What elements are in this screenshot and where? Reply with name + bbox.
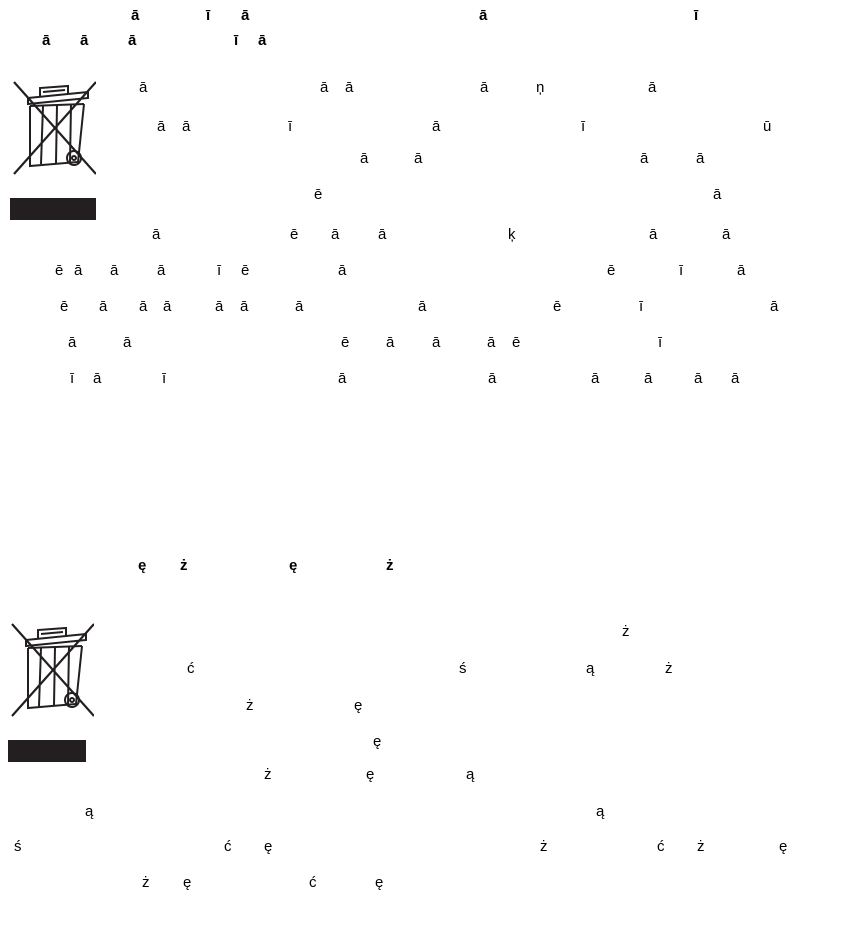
body-fragment: ę xyxy=(373,733,382,750)
body-fragment: ā xyxy=(74,262,83,279)
body-fragment: ā xyxy=(591,370,600,387)
body-fragment: ē xyxy=(553,298,562,315)
body-fragment: ā xyxy=(240,298,249,315)
weee-underline-bar xyxy=(10,198,96,220)
body-fragment: ā xyxy=(68,334,77,351)
heading-fragment: ī xyxy=(206,7,211,24)
body-fragment: ā xyxy=(152,226,161,243)
body-fragment: ī xyxy=(162,370,167,387)
body-fragment: ż xyxy=(142,874,150,891)
body-fragment: ā xyxy=(338,262,347,279)
body-fragment: ā xyxy=(487,334,496,351)
body-fragment: ż xyxy=(264,766,272,783)
body-fragment: ī xyxy=(639,298,644,315)
body-fragment: ē xyxy=(60,298,69,315)
body-fragment: ā xyxy=(139,79,148,96)
body-fragment: ā xyxy=(157,118,166,135)
body-fragment: ā xyxy=(182,118,191,135)
body-fragment: ā xyxy=(163,298,172,315)
body-fragment: ē xyxy=(607,262,616,279)
body-fragment: ā xyxy=(110,262,119,279)
body-fragment: ā xyxy=(414,150,423,167)
body-fragment: ā xyxy=(157,262,166,279)
body-fragment: ā xyxy=(418,298,427,315)
heading-fragment: ā xyxy=(80,32,89,49)
body-fragment: ę xyxy=(183,874,192,891)
body-fragment: ā xyxy=(320,79,329,96)
body-fragment: ā xyxy=(338,370,347,387)
body-fragment: ā xyxy=(713,186,722,203)
heading-fragment: ī xyxy=(694,7,699,24)
body-fragment: ē xyxy=(241,262,250,279)
body-fragment: ę xyxy=(375,874,384,891)
body-fragment: ī xyxy=(581,118,586,135)
body-fragment: ā xyxy=(649,226,658,243)
body-fragment: ż xyxy=(540,838,548,855)
body-fragment: ż xyxy=(697,838,705,855)
body-fragment: ā xyxy=(770,298,779,315)
body-fragment: ą xyxy=(85,803,94,820)
body-fragment: ē xyxy=(55,262,64,279)
body-fragment: ē xyxy=(290,226,299,243)
body-fragment: ę xyxy=(354,697,363,714)
body-fragment: ā xyxy=(648,79,657,96)
heading-fragment: ā xyxy=(131,7,140,24)
body-fragment: ā xyxy=(432,118,441,135)
body-fragment: ā xyxy=(386,334,395,351)
weee-crossed-out-wheelie-bin-icon xyxy=(8,618,94,748)
body-fragment: ā xyxy=(99,298,108,315)
body-fragment: ę xyxy=(366,766,375,783)
body-fragment: ī xyxy=(679,262,684,279)
body-fragment: ś xyxy=(459,660,467,677)
body-fragment: ī xyxy=(658,334,663,351)
body-fragment: ć xyxy=(309,874,317,891)
body-fragment: ā xyxy=(731,370,740,387)
heading-fragment: ā xyxy=(241,7,250,24)
body-fragment: ā xyxy=(644,370,653,387)
body-fragment: ā xyxy=(696,150,705,167)
body-fragment: ā xyxy=(123,334,132,351)
heading-fragment: ā xyxy=(42,32,51,49)
body-fragment: ć xyxy=(224,838,232,855)
body-fragment: ā xyxy=(737,262,746,279)
body-fragment: ē xyxy=(341,334,350,351)
body-fragment: ą xyxy=(466,766,475,783)
body-fragment: ā xyxy=(722,226,731,243)
body-fragment: ā xyxy=(93,370,102,387)
weee-crossed-out-wheelie-bin-icon xyxy=(10,76,96,206)
heading-fragment: ę xyxy=(289,557,298,574)
body-fragment: ā xyxy=(295,298,304,315)
heading-fragment: ī xyxy=(234,32,239,49)
body-fragment: ā xyxy=(432,334,441,351)
heading-fragment: ż xyxy=(386,557,394,574)
body-fragment: ē xyxy=(314,186,323,203)
body-fragment: ā xyxy=(480,79,489,96)
body-fragment: ā xyxy=(360,150,369,167)
body-fragment: ą xyxy=(596,803,605,820)
body-fragment: ę xyxy=(779,838,788,855)
body-fragment: ī xyxy=(70,370,75,387)
body-fragment: ā xyxy=(694,370,703,387)
body-fragment: ā xyxy=(378,226,387,243)
body-fragment: ū xyxy=(763,118,772,135)
body-fragment: ī xyxy=(217,262,222,279)
body-fragment: ą xyxy=(586,660,595,677)
body-fragment: ņ xyxy=(536,79,545,96)
heading-fragment: ā xyxy=(479,7,488,24)
body-fragment: ā xyxy=(345,79,354,96)
body-fragment: ē xyxy=(512,334,521,351)
body-fragment: ā xyxy=(139,298,148,315)
heading-fragment: ā xyxy=(258,32,267,49)
body-fragment: ż xyxy=(246,697,254,714)
weee-underline-bar xyxy=(8,740,86,762)
body-fragment: ā xyxy=(640,150,649,167)
body-fragment: ķ xyxy=(508,226,516,243)
body-fragment: ī xyxy=(288,118,293,135)
body-fragment: ż xyxy=(665,660,673,677)
heading-fragment: ę xyxy=(138,557,147,574)
body-fragment: ā xyxy=(331,226,340,243)
body-fragment: ż xyxy=(622,623,630,640)
body-fragment: ā xyxy=(215,298,224,315)
body-fragment: ę xyxy=(264,838,273,855)
heading-fragment: ż xyxy=(180,557,188,574)
body-fragment: ś xyxy=(14,838,22,855)
heading-fragment: ā xyxy=(128,32,137,49)
body-fragment: ā xyxy=(488,370,497,387)
body-fragment: ć xyxy=(657,838,665,855)
body-fragment: ć xyxy=(187,660,195,677)
